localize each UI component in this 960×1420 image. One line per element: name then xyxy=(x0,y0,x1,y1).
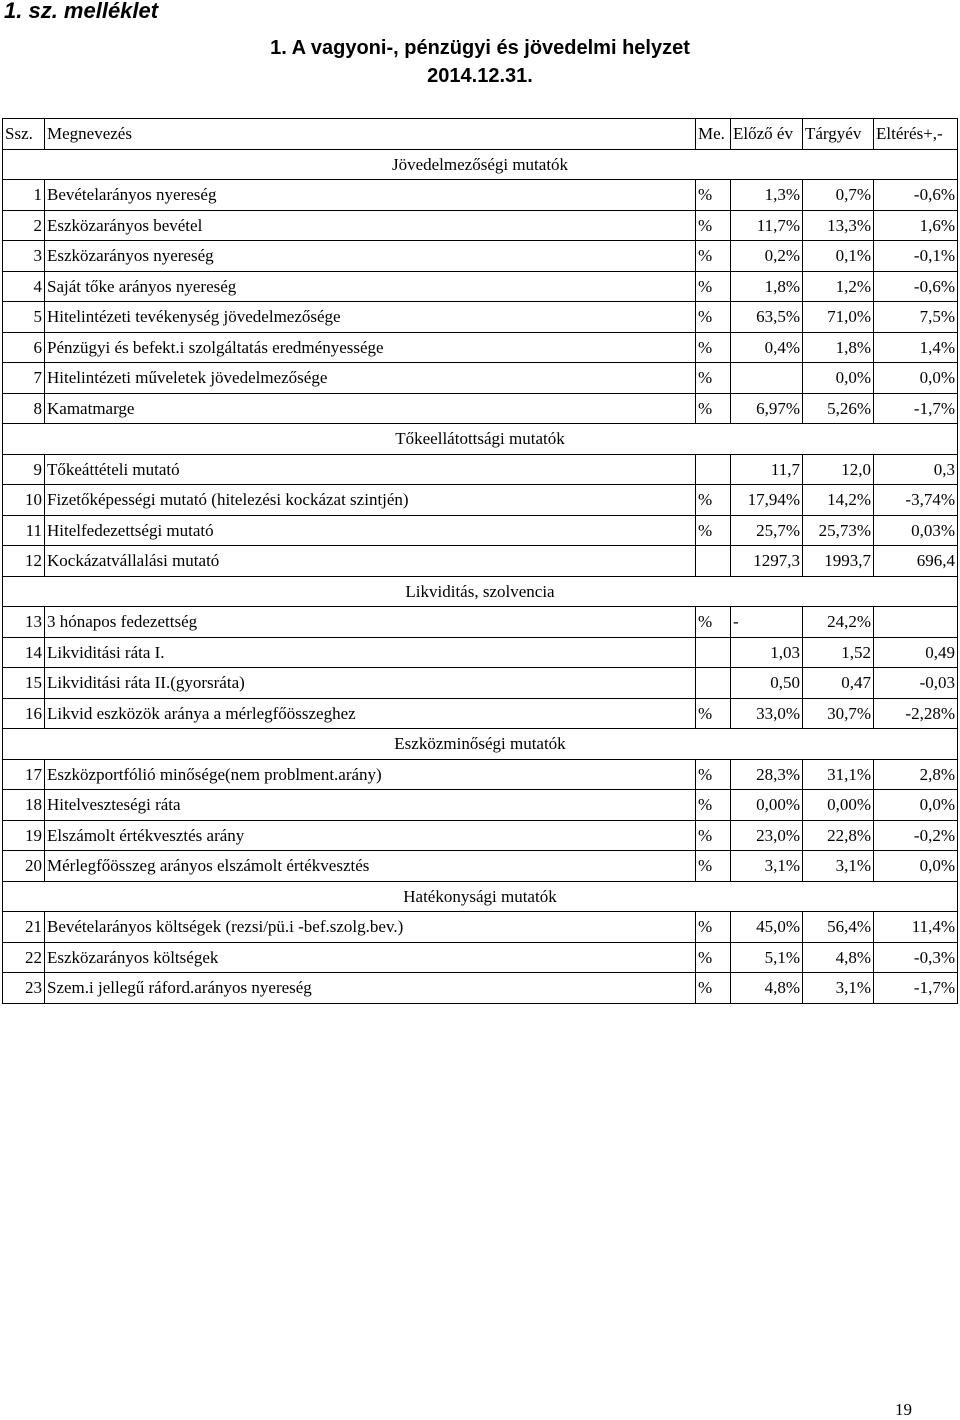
row-number: 20 xyxy=(3,851,45,882)
table-row xyxy=(3,363,958,394)
section-row xyxy=(3,576,958,607)
row-name: Pénzügyi és befekt.i szolgáltatás eredményessége xyxy=(45,332,696,363)
row-prev-year xyxy=(731,363,803,394)
row-difference: -0,6% xyxy=(874,180,958,211)
row-prev-year: 0,00% xyxy=(731,790,803,821)
indicator-table xyxy=(2,118,958,1004)
row-difference: -0,2% xyxy=(874,820,958,851)
row-unit: % xyxy=(696,485,731,516)
row-number: 10 xyxy=(3,485,45,516)
row-name: Likviditási ráta I. xyxy=(45,637,696,668)
row-prev-year: 1297,3 xyxy=(731,546,803,577)
row-current-year: 0,0% xyxy=(803,363,874,394)
row-number: 6 xyxy=(3,332,45,363)
row-prev-year: 0,50 xyxy=(731,668,803,699)
row-name: Tőkeáttételi mutató xyxy=(45,454,696,485)
row-unit: % xyxy=(696,393,731,424)
title-line-2: 2014.12.31. xyxy=(427,65,533,87)
page-number: 19 xyxy=(895,1400,912,1419)
row-unit: % xyxy=(696,759,731,790)
row-unit: % xyxy=(696,942,731,973)
row-prev-year: 1,03 xyxy=(731,637,803,668)
table-row xyxy=(3,912,958,943)
row-number: 5 xyxy=(3,302,45,333)
row-number: 18 xyxy=(3,790,45,821)
row-number: 13 xyxy=(3,607,45,638)
row-name: Saját tőke arányos nyereség xyxy=(45,271,696,302)
row-current-year: 14,2% xyxy=(803,485,874,516)
section-row xyxy=(3,149,958,180)
table-row xyxy=(3,851,958,882)
row-difference: -2,28% xyxy=(874,698,958,729)
row-difference: 1,4% xyxy=(874,332,958,363)
row-unit: % xyxy=(696,607,731,638)
table-row xyxy=(3,607,958,638)
annex-label: 1. sz. melléklet xyxy=(4,0,159,23)
row-prev-year: 3,1% xyxy=(731,851,803,882)
header-prev: Előző év xyxy=(731,119,803,150)
row-difference: -0,6% xyxy=(874,271,958,302)
row-name: Eszközportfólió minősége(nem problment.arány) xyxy=(45,759,696,790)
row-difference: -0,1% xyxy=(874,241,958,272)
row-current-year: 3,1% xyxy=(803,851,874,882)
row-difference: -3,74% xyxy=(874,485,958,516)
row-current-year: 13,3% xyxy=(803,210,874,241)
row-unit: % xyxy=(696,698,731,729)
row-number: 7 xyxy=(3,363,45,394)
row-difference: -0,3% xyxy=(874,942,958,973)
row-name: Likvid eszközök aránya a mérlegfőösszeghez xyxy=(45,698,696,729)
header-num: Ssz. xyxy=(3,119,45,150)
table-row xyxy=(3,546,958,577)
row-current-year: 1993,7 xyxy=(803,546,874,577)
row-name: Eszközarányos bevétel xyxy=(45,210,696,241)
row-number: 4 xyxy=(3,271,45,302)
row-number: 15 xyxy=(3,668,45,699)
row-name: Eszközarányos nyereség xyxy=(45,241,696,272)
table-row xyxy=(3,515,958,546)
row-current-year: 56,4% xyxy=(803,912,874,943)
table-row xyxy=(3,973,958,1004)
row-prev-year: 1,3% xyxy=(731,180,803,211)
row-difference: 2,8% xyxy=(874,759,958,790)
row-current-year: 24,2% xyxy=(803,607,874,638)
row-unit: % xyxy=(696,363,731,394)
row-number: 8 xyxy=(3,393,45,424)
row-prev-year: 11,7% xyxy=(731,210,803,241)
row-unit: % xyxy=(696,912,731,943)
row-prev-year: 11,7 xyxy=(731,454,803,485)
row-number: 19 xyxy=(3,820,45,851)
table-row xyxy=(3,942,958,973)
row-current-year: 71,0% xyxy=(803,302,874,333)
row-prev-year: 1,8% xyxy=(731,271,803,302)
row-prev-year: 33,0% xyxy=(731,698,803,729)
row-current-year: 22,8% xyxy=(803,820,874,851)
row-difference: 0,3 xyxy=(874,454,958,485)
section-row xyxy=(3,729,958,760)
row-prev-year: 4,8% xyxy=(731,973,803,1004)
row-unit: % xyxy=(696,851,731,882)
row-current-year: 31,1% xyxy=(803,759,874,790)
row-difference: 696,4 xyxy=(874,546,958,577)
row-current-year: 0,1% xyxy=(803,241,874,272)
row-current-year: 4,8% xyxy=(803,942,874,973)
row-current-year: 0,7% xyxy=(803,180,874,211)
row-unit: % xyxy=(696,241,731,272)
section-title: Tőkeellátottsági mutatók xyxy=(3,424,958,455)
table-row xyxy=(3,668,958,699)
section-title: Hatékonysági mutatók xyxy=(3,881,958,912)
table-header-row xyxy=(3,119,958,150)
row-current-year: 0,00% xyxy=(803,790,874,821)
row-current-year: 3,1% xyxy=(803,973,874,1004)
row-prev-year: 0,2% xyxy=(731,241,803,272)
row-unit xyxy=(696,637,731,668)
row-unit: % xyxy=(696,790,731,821)
table-row xyxy=(3,759,958,790)
row-prev-year: 28,3% xyxy=(731,759,803,790)
row-unit: % xyxy=(696,210,731,241)
row-difference: -1,7% xyxy=(874,393,958,424)
section-title: Jövedelmezőségi mutatók xyxy=(3,149,958,180)
table-row xyxy=(3,210,958,241)
row-difference: 0,0% xyxy=(874,851,958,882)
row-current-year: 25,73% xyxy=(803,515,874,546)
row-name: Likviditási ráta II.(gyorsráta) xyxy=(45,668,696,699)
row-name: Hitelfedezettségi mutató xyxy=(45,515,696,546)
section-title: Likviditás, szolvencia xyxy=(3,576,958,607)
row-unit: % xyxy=(696,973,731,1004)
table-row xyxy=(3,393,958,424)
row-prev-year: 25,7% xyxy=(731,515,803,546)
row-name: Kockázatvállalási mutató xyxy=(45,546,696,577)
row-number: 14 xyxy=(3,637,45,668)
section-title: Eszközminőségi mutatók xyxy=(3,729,958,760)
table-row xyxy=(3,790,958,821)
row-unit: % xyxy=(696,332,731,363)
row-current-year: 1,52 xyxy=(803,637,874,668)
table-row xyxy=(3,637,958,668)
row-current-year: 1,2% xyxy=(803,271,874,302)
table-row xyxy=(3,485,958,516)
header-diff: Eltérés+,- xyxy=(874,119,958,150)
row-difference: 11,4% xyxy=(874,912,958,943)
row-prev-year: 63,5% xyxy=(731,302,803,333)
row-current-year: 30,7% xyxy=(803,698,874,729)
header-curr: Tárgyév xyxy=(803,119,874,150)
row-prev-year: 0,4% xyxy=(731,332,803,363)
row-number: 16 xyxy=(3,698,45,729)
table-row xyxy=(3,698,958,729)
section-row xyxy=(3,424,958,455)
row-difference: 1,6% xyxy=(874,210,958,241)
row-difference: 0,03% xyxy=(874,515,958,546)
header-unit: Me. xyxy=(696,119,731,150)
row-number: 1 xyxy=(3,180,45,211)
row-difference: 0,0% xyxy=(874,363,958,394)
row-number: 17 xyxy=(3,759,45,790)
table-row xyxy=(3,180,958,211)
row-current-year: 1,8% xyxy=(803,332,874,363)
table-row xyxy=(3,454,958,485)
header-name: Megnevezés xyxy=(45,119,696,150)
row-name: Bevételarányos nyereség xyxy=(45,180,696,211)
row-difference xyxy=(874,607,958,638)
row-difference: -1,7% xyxy=(874,973,958,1004)
row-prev-year: 45,0% xyxy=(731,912,803,943)
row-name: Kamatmarge xyxy=(45,393,696,424)
row-unit: % xyxy=(696,820,731,851)
row-current-year: 12,0 xyxy=(803,454,874,485)
row-unit xyxy=(696,454,731,485)
row-difference: 0,49 xyxy=(874,637,958,668)
row-name: Elszámolt értékvesztés arány xyxy=(45,820,696,851)
row-number: 11 xyxy=(3,515,45,546)
row-difference: 0,0% xyxy=(874,790,958,821)
title-line-1: 1. A vagyoni-, pénzügyi és jövedelmi helyzet xyxy=(270,37,690,59)
row-prev-year: 17,94% xyxy=(731,485,803,516)
table-row xyxy=(3,820,958,851)
table-row xyxy=(3,271,958,302)
row-name: Bevételarányos költségek (rezsi/pü.i -bef.szolg.bev.) xyxy=(45,912,696,943)
row-prev-year: 6,97% xyxy=(731,393,803,424)
row-unit: % xyxy=(696,302,731,333)
table-row xyxy=(3,302,958,333)
row-current-year: 5,26% xyxy=(803,393,874,424)
row-unit: % xyxy=(696,180,731,211)
row-number: 23 xyxy=(3,973,45,1004)
row-name: Szem.i jellegű ráford.arányos nyereség xyxy=(45,973,696,1004)
row-number: 12 xyxy=(3,546,45,577)
row-number: 22 xyxy=(3,942,45,973)
row-number: 3 xyxy=(3,241,45,272)
section-row xyxy=(3,881,958,912)
table-row xyxy=(3,241,958,272)
row-unit: % xyxy=(696,271,731,302)
row-name: Hitelintézeti tevékenység jövedelmezősége xyxy=(45,302,696,333)
row-name: Hitelintézeti műveletek jövedelmezősége xyxy=(45,363,696,394)
row-name: Mérlegfőösszeg arányos elszámolt értékvesztés xyxy=(45,851,696,882)
row-name: Eszközarányos költségek xyxy=(45,942,696,973)
row-name: Fizetőképességi mutató (hitelezési kockázat szintjén) xyxy=(45,485,696,516)
row-unit xyxy=(696,668,731,699)
row-number: 9 xyxy=(3,454,45,485)
row-prev-year: - xyxy=(731,607,803,638)
row-unit xyxy=(696,546,731,577)
row-name: 3 hónapos fedezettség xyxy=(45,607,696,638)
table-body xyxy=(3,149,958,1003)
page-title xyxy=(0,34,960,90)
row-number: 2 xyxy=(3,210,45,241)
table-row xyxy=(3,332,958,363)
row-name: Hitelveszteségi ráta xyxy=(45,790,696,821)
row-unit: % xyxy=(696,515,731,546)
row-difference: 7,5% xyxy=(874,302,958,333)
row-prev-year: 5,1% xyxy=(731,942,803,973)
row-current-year: 0,47 xyxy=(803,668,874,699)
row-prev-year: 23,0% xyxy=(731,820,803,851)
row-number: 21 xyxy=(3,912,45,943)
row-difference: -0,03 xyxy=(874,668,958,699)
